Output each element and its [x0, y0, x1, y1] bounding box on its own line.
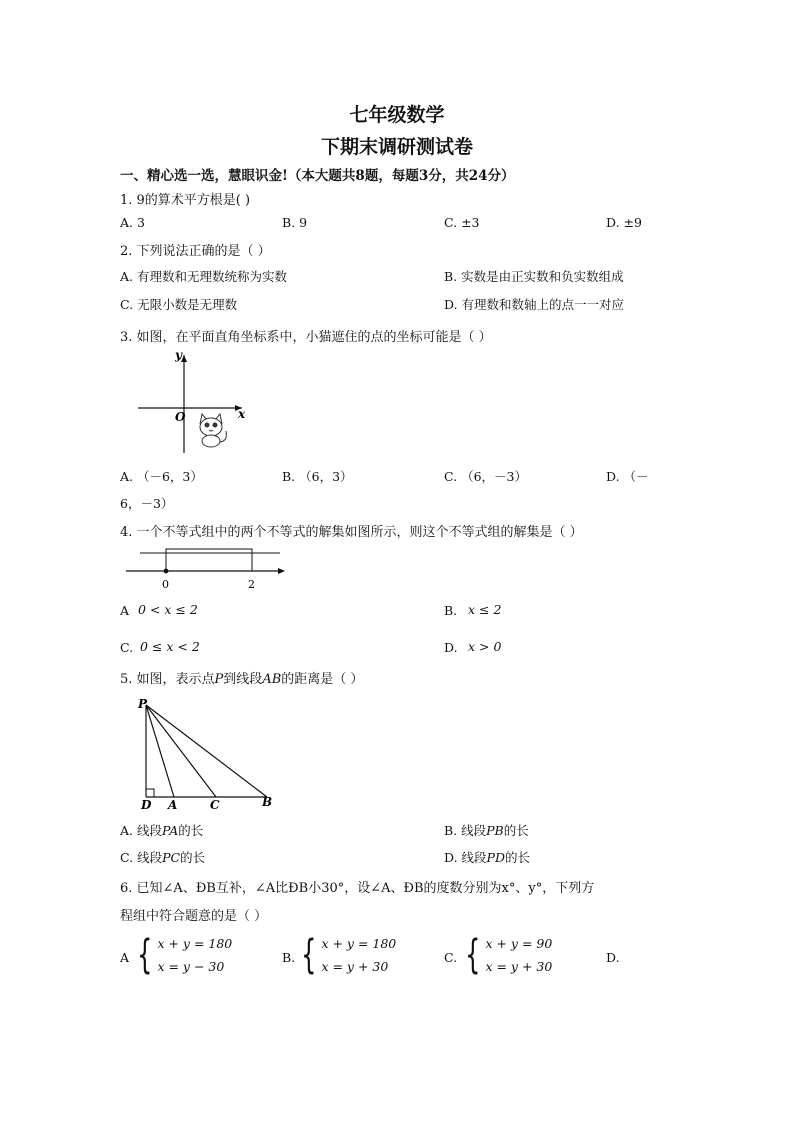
q5-option-d-pre: D. 线段: [444, 850, 487, 865]
label-a: A: [168, 798, 178, 811]
label-c: C: [210, 798, 220, 811]
origin-label: O: [175, 410, 186, 424]
q3-stem: 3. 如图，在平面直角坐标系中，小猫遮住的点的坐标可能是（ ）: [120, 330, 492, 345]
right-angle-mark: [146, 789, 154, 797]
q5-option-a-post: 的长: [178, 823, 204, 838]
q6-option-b-letter: B.: [282, 950, 296, 965]
q5-triangle-figure: [134, 693, 284, 811]
q6-stem-line-2: 程组中符合题意的是（ ）: [120, 909, 268, 924]
segment-pa: [146, 705, 174, 797]
q2-option-b: B. 实数是由正实数和负实数组成: [444, 269, 624, 284]
label-b: B: [262, 795, 273, 809]
q4-option-c-letter: C.: [120, 640, 134, 655]
q1-option-c: C. ±3: [444, 215, 480, 230]
q2-stem: 2. 下列说法正确的是（ ）: [120, 244, 271, 259]
q5-stem-pre: 5. 如图，表示点: [120, 672, 215, 687]
q1-stem: 1. 9的算术平方根是( ): [120, 193, 251, 208]
q3-option-d: D. （－: [606, 469, 649, 484]
cat-icon: [200, 414, 226, 447]
q5-option-b-post: 的长: [503, 823, 529, 838]
q6-stem-line-1: 6. 已知∠A、ÐB互补，∠A比ÐB小30°，设∠A、ÐB的度数分别为x°、y°，下列方: [120, 881, 595, 896]
q4-option-a-letter: A: [120, 603, 130, 618]
brace-icon: {: [301, 932, 317, 978]
q6-option-c-letter: C.: [444, 950, 458, 965]
q4-option-b-math: x ≤ 2: [468, 602, 502, 617]
title-line-1: 七年级数学: [349, 104, 445, 126]
q5-option-d-seg: PD: [486, 850, 505, 865]
q5-option-c-pre: C. 线段: [120, 850, 163, 865]
q5-stem-mid: 到线段: [223, 672, 263, 687]
q5-option-c-post: 的长: [180, 850, 206, 865]
q5-option-c-seg: PC: [162, 850, 181, 865]
q6-option-a-letter: A: [120, 950, 130, 965]
q4-number-line-figure: [122, 543, 287, 593]
q6-option-c-eq2: x = y + 30: [485, 959, 553, 974]
brace-icon: {: [465, 932, 481, 978]
q5-option-b-seg: PB: [486, 823, 504, 838]
q5-option-d-post: 的长: [504, 850, 530, 865]
q4-stem: 4. 一个不等式组中的两个不等式的解集如图所示，则这个不等式组的解集是（ ）: [120, 525, 583, 540]
q5-option-a: [120, 821, 203, 839]
label-p: P: [138, 697, 148, 711]
q6-option-b-system: [296, 932, 396, 978]
q5-stem-segment: AB: [262, 672, 282, 687]
segment-pc: [146, 705, 216, 797]
q5-stem-post: 的距离是（ ）: [281, 672, 364, 687]
q2-option-d: D. 有理数和数轴上的点一一对应: [444, 297, 625, 312]
q1-option-d: D. ±9: [606, 215, 642, 230]
q6-option-b-eq2: x = y + 30: [321, 959, 389, 974]
point-zero: [164, 569, 169, 574]
x-axis-label: x: [238, 407, 246, 421]
section-heading: 一、精心选一选，慧眼识金!（本大题共8题，每题3分，共24分）: [120, 168, 515, 184]
q6-option-a-eq1: x + y = 180: [157, 936, 233, 951]
q6-option-c-eq1: x + y = 90: [485, 936, 553, 951]
q4-option-d-math: x > 0: [468, 639, 502, 654]
q4-option-c-math: 0 ≤ x < 2: [140, 639, 200, 654]
q5-option-d: [444, 848, 530, 866]
q3-option-c: C. （6，－3）: [444, 469, 527, 484]
q5-option-b-pre: B. 线段: [444, 823, 487, 838]
q5-stem-point: P: [214, 672, 224, 687]
q6-option-c-system: [460, 932, 552, 978]
q5-stem: [120, 668, 363, 687]
q4-option-a-math: 0 < x ≤ 2: [138, 602, 198, 617]
q3-option-b: B. （6，3）: [282, 469, 353, 484]
q3-coordinate-figure: [130, 345, 255, 455]
title-line-2: 下期末调研测试卷: [320, 136, 473, 158]
q5-option-a-seg: PA: [161, 823, 179, 838]
label-d: D: [141, 798, 152, 811]
q6-option-d-letter: D.: [606, 950, 620, 965]
q1-option-a: A. 3: [120, 215, 145, 230]
q6-option-a-eq2: x = y − 30: [157, 959, 225, 974]
q2-option-a: A. 有理数和无理数统称为实数: [120, 269, 287, 284]
q2-option-c: C. 无限小数是无理数: [120, 297, 238, 312]
label-zero: 0: [162, 578, 169, 591]
q6-option-b-eq1: x + y = 180: [321, 936, 397, 951]
q1-option-b: B. 9: [282, 215, 308, 230]
q4-option-d-letter: D.: [444, 640, 458, 655]
y-axis-label: y: [175, 348, 182, 362]
q5-option-c: [120, 848, 205, 866]
label-two: 2: [248, 578, 255, 591]
q3-option-d-continued: 6，－3）: [120, 496, 174, 511]
q5-option-b: [444, 821, 529, 839]
brace-icon: {: [137, 932, 153, 978]
q4-option-b-letter: B.: [444, 603, 458, 618]
q5-option-a-pre: A. 线段: [120, 823, 162, 838]
q3-option-a: A. （－6，3）: [120, 469, 203, 484]
segment-pb: [146, 705, 267, 797]
q6-option-a-system: [132, 932, 232, 978]
